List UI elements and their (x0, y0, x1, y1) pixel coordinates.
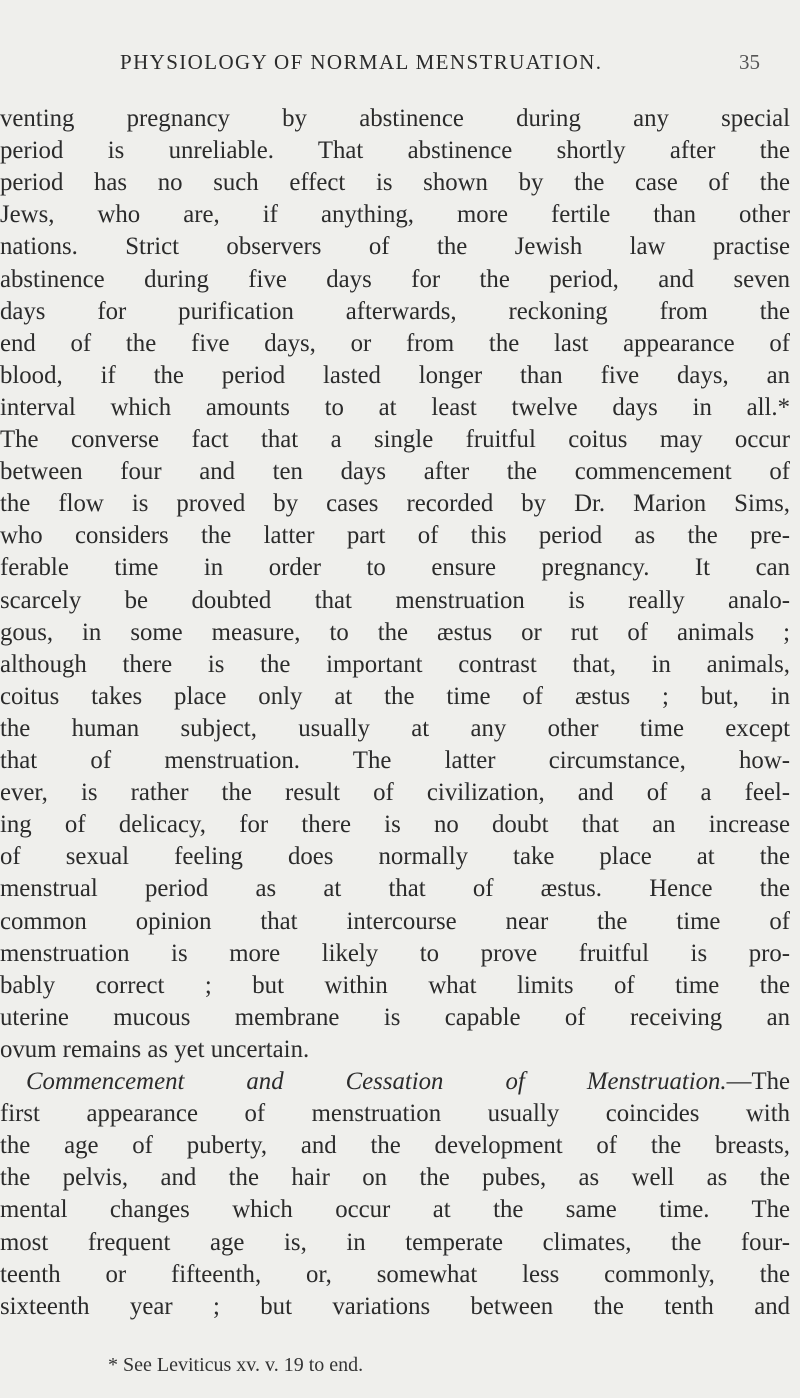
section-heading: Commencement and Cessation of Menstruation. (26, 1068, 727, 1095)
text-line: between four and ten days after the commencement of (0, 458, 790, 486)
text-line: although there is the important contrast that, in animals, (0, 650, 790, 678)
text-line: days for purification afterwards, reckoning from the (0, 297, 790, 325)
text-line: teenth or fifteenth, or, somewhat less commonly, the (0, 1260, 790, 1288)
text-line: ferable time in order to ensure pregnancy. It can (0, 554, 790, 582)
text-line: interval which amounts to at least twelve days in all.* (0, 393, 790, 421)
text-line: venting pregnancy by abstinence during any special (0, 105, 790, 132)
text-line: first appearance of menstruation usually coincides with (0, 1100, 790, 1128)
text-line: ever, is rather the result of civilization, and of a feel- (0, 779, 790, 807)
running-title: PHYSIOLOGY OF NORMAL MENSTRUATION. (120, 50, 603, 74)
text-line: sixteenth year ; but variations between the tenth and (0, 1292, 790, 1320)
text-line: the flow is proved by cases recorded by Dr. Marion Sims, (0, 490, 790, 518)
page-number: 35 (739, 50, 760, 74)
text-line: that of menstruation. The latter circumstance, how- (0, 747, 790, 774)
text-line: the human subject, usually at any other time except (0, 714, 790, 742)
text-line: end of the five days, or from the last appearance of (0, 329, 790, 357)
text-line: period is unreliable. That abstinence shortly after the (0, 137, 790, 165)
text-line: gous, in some measure, to the æstus or rut of animals ; (0, 618, 790, 646)
text-line: Jews, who are, if anything, more fertile than other (0, 201, 790, 229)
text-line: coitus takes place only at the time of æstus ; but, in (0, 682, 790, 710)
section-heading-rest: —The (726, 1068, 790, 1095)
text-line: menstrual period as at that of æstus. Hence the (0, 875, 790, 903)
text-line: the pelvis, and the hair on the pubes, as well as the (0, 1164, 790, 1192)
text-line: who considers the latter part of this period as the pre- (0, 522, 790, 550)
footnote: * See Leviticus xv. v. 19 to end. (108, 1354, 364, 1376)
text-line: bably correct ; but within what limits of time the (0, 971, 790, 999)
text-line: ing of delicacy, for there is no doubt that an increase (0, 811, 790, 839)
text-line: blood, if the period lasted longer than five days, an (0, 361, 790, 389)
text-line: uterine mucous membrane is capable of receiving an (0, 1003, 790, 1031)
text-line: period has no such effect is shown by the case of the (0, 169, 790, 197)
text-line: nations. Strict observers of the Jewish law practise (0, 233, 790, 261)
running-head (120, 50, 760, 80)
text-line: the age of puberty, and the development of the breasts, (0, 1132, 790, 1160)
text-line: most frequent age is, in temperate climates, the four- (0, 1228, 790, 1256)
text-line: ovum remains as yet uncertain. (0, 1035, 310, 1063)
text-line: menstruation is more likely to prove fruitful is pro- (0, 939, 790, 967)
text-line: mental changes which occur at the same time. The (0, 1196, 790, 1224)
text-line: of sexual feeling does normally take place at the (0, 843, 790, 871)
text-line: common opinion that intercourse near the time of (0, 907, 790, 935)
text-line: The converse fact that a single fruitful coitus may occur (0, 426, 790, 453)
section-heading-line (26, 1065, 790, 1099)
text-line: scarcely be doubted that menstruation is really analo- (0, 586, 790, 614)
text-line: abstinence during five days for the period, and seven (0, 265, 790, 293)
